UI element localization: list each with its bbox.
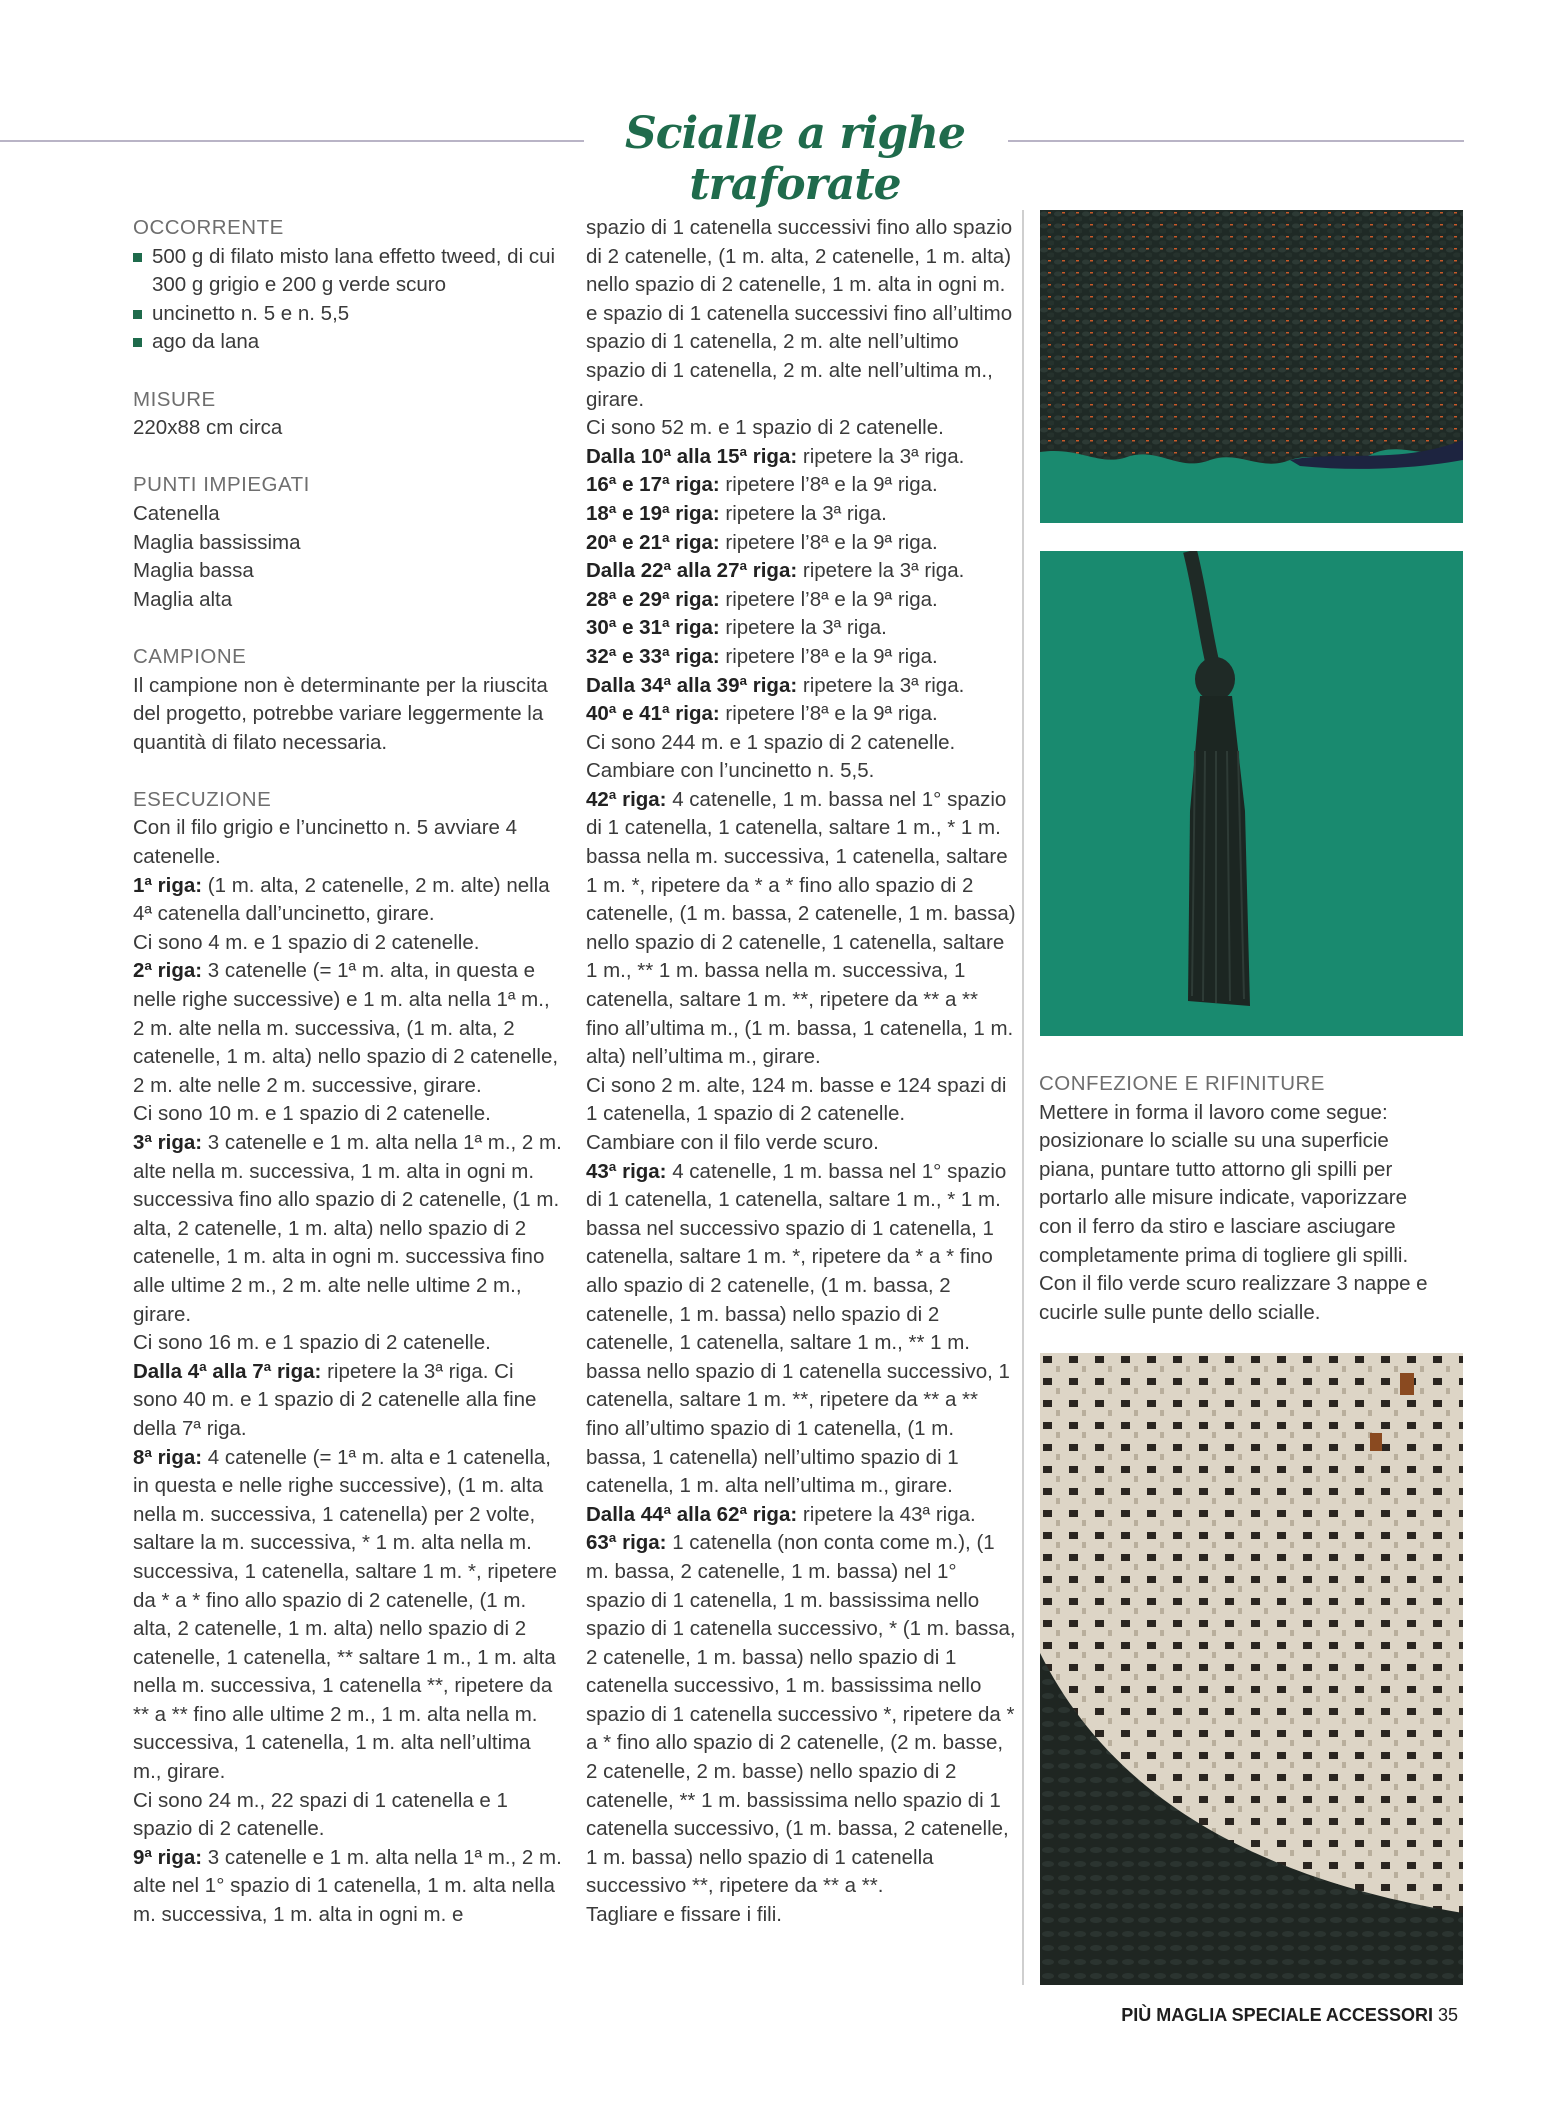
instruction-para: Dalla 10ª alla 15ª riga: ripetere la 3ª riga. [586,444,965,468]
photo-shawl-detail [1040,1353,1463,1985]
list-item: uncinetto n. 5 e n. 5,5 [133,300,563,329]
instruction-para: 42ª riga: 4 catenelle, 1 m. bassa nel 1° spazio di 1 catenella, 1 catenella, saltare 1 m., * 1 m. bassa nella m. successiva, 1 catenella, saltare 1 m. *, ripetere da * a * fino allo spazio di 2 catenelle, (1 m. bassa, 2 catenelle, 1 m. bassa) nello spazio di 2 catenelle, 1 catenella, saltare 1 m., ** 1 m. bassa nella m. successiva, 1 catenella, saltare 1 m. **, ripetere da ** a ** fino all’ultima m., (1 m. bassa, 1 catenella, 1 m. alta) nell’ultima m., girare. [586,787,1016,1069]
instruction-para: Dalla 4ª alla 7ª riga: ripetere la 3ª riga. Ci sono 40 m. e 1 spazio di 2 catenelle alla fine della 7ª riga. [133,1359,537,1440]
section-punti [133,471,563,614]
section-title: PUNTI IMPIEGATI [133,473,310,497]
title-rule-left [0,140,584,142]
section-text: Mettere in forma il lavoro come segue: posizionare lo scialle su una superficie piana, puntare tutto attorno gli spilli per portarlo alle misure indicate, vaporizzare con il ferro da stiro e lasciare asciugare completamente prima di togliere gli spilli. Con il filo verde scuro realizzare 3 nappe e cucirle sulle punte dello scialle. [1039,1100,1428,1324]
column-right [1039,1070,1439,1327]
instruction-para: Ci sono 52 m. e 1 spazio di 2 catenelle. [586,416,944,440]
instruction-para: 32ª e 33ª riga: ripetere l’8ª e la 9ª riga. [586,644,938,668]
section-title: CAMPIONE [133,644,247,668]
section-title: MISURE [133,387,216,411]
column-left [133,214,563,1930]
instruction-para: 8ª riga: 4 catenelle (= 1ª m. alta e 1 catenella, in questa e nelle righe successive), (1 m. alta nella m. successiva, 1 catenella) per 2 volte, saltare la m. successiva, * 1 m. alta nella m. successiva, 1 catenella, saltare 1 m. *, ripetere da * a * fino allo spazio di 2 catenelle, (1 m. alta, 2 catenelle, 1 m. alta) nello spazio di 2 catenelle, 1 catenella, ** saltare 1 m., 1 m. alta nella m. successiva, 1 catenella **, ripetere da ** a ** fino alle ultime 2 m., 1 m. alta nella m. successiva, 1 catenella, 1 m. alta nell’ultima m., girare. [133,1445,557,1784]
column-middle [586,214,1016,1930]
instruction-para: 30ª e 31ª riga: ripetere la 3ª riga. [586,616,887,640]
instruction-para: spazio di 1 catenella successivi fino allo spazio di 2 catenelle, (1 m. alta, 2 catenelle, 1 m. alta) nello spazio di 2 catenelle, 1 m. alta in ogni m. e spazio di 1 catenella successivi fino all’ultimo spazio di 1 catenella, 2 m. alte nell’ultimo spazio di 1 catenella, 2 m. alte nell’ultima m., girare. [586,216,1013,411]
section-campione [133,643,563,757]
instruction-para: 1ª riga: (1 m. alta, 2 catenelle, 2 m. alte) nella 4ª catenella dall’uncinetto, girare. [133,873,550,926]
bullet-square-icon [133,253,142,262]
bullet-square-icon [133,310,142,319]
list-item: Catenella [133,501,220,525]
instruction-para: Ci sono 244 m. e 1 spazio di 2 catenelle. [586,730,956,754]
section-title: CONFEZIONE E RIFINITURE [1039,1072,1325,1095]
section-text: Il campione non è determinante per la riuscita del progetto, potrebbe variare leggermente la quantità di filato necessaria. [133,673,548,754]
instruction-para: Ci sono 24 m., 22 spazi di 1 catenella e 1 spazio di 2 catenelle. [133,1788,508,1841]
knit-fabric-image [1040,210,1463,523]
instruction-para: Tagliare e fissare i fili. [586,1903,782,1927]
tassel-image [1040,551,1463,1036]
title-rule-right [1008,140,1464,142]
instruction-para: Cambiare con l’uncinetto n. 5,5. [586,759,875,783]
instruction-para: Dalla 34ª alla 39ª riga: ripetere la 3ª riga. [586,673,965,697]
instruction-para: 18ª e 19ª riga: ripetere la 3ª riga. [586,501,887,525]
section-title: OCCORRENTE [133,216,284,239]
crochet-fabric-image [1040,1353,1463,1985]
bullet-square-icon [133,338,142,347]
column-divider [1022,210,1024,1985]
instruction-para: 63ª riga: 1 catenella (non conta come m.), (1 m. bassa, 2 catenelle, 1 m. bassa) nel 1° spazio di 1 catenella, 1 m. bassissima nello spazio di 1 catenella successivo, * (1 m. bassa, 2 catenelle, 1 m. bassa) nello spazio di 1 catenella successivo, 1 m. bassissima nello spazio di 1 catenella successivo *, ripetere da * a * fino allo spazio di 2 catenelle, (2 m. basse, 2 catenelle, 2 m. basse) nello spazio di 2 catenelle, ** 1 m. bassissima nello spazio di 1 catenella successivo, (1 m. bassa, 2 catenelle, 1 m. bassa) nello spazio di 1 catenella successivo **, ripetere da ** a **. [586,1531,1016,1898]
instruction-para: 2ª riga: 3 catenelle (= 1ª m. alta, in questa e nelle righe successive) e 1 m. alta nella 1ª m., 2 m. alte nella m. successiva, (1 m. alta, 2 catenelle, 1 m. alta) nello spazio di 2 catenelle, 2 m. alte nelle 2 m. successive, girare. [133,959,559,1097]
photo-tassel [1040,551,1463,1036]
section-misure [133,386,563,443]
instruction-para: Ci sono 16 m. e 1 spazio di 2 catenelle. [133,1331,491,1355]
section-esecuzione [133,786,563,1930]
page-footer [1121,2005,1458,2026]
instruction-para: Dalla 22ª alla 27ª riga: ripetere la 3ª riga. [586,559,965,583]
photo-shawl-edge [1040,210,1463,523]
instruction-para: Ci sono 4 m. e 1 spazio di 2 catenelle. [133,930,480,954]
instruction-para: 43ª riga: 4 catenelle, 1 m. bassa nel 1° spazio di 1 catenella, 1 catenella, saltare 1 m., * 1 m. bassa nel successivo spazio di 1 catenella, 1 catenella, saltare 1 m. *, ripetere da * a * fino allo spazio di 2 catenelle, (1 m. bassa, 2 catenelle, 1 m. bassa) nello spazio di 2 catenelle, 1 catenella, saltare 1 m., ** 1 m. bassa nello spazio di 1 catenella successivo, 1 catenella, saltare 1 m. **, ripetere da ** a ** fino all’ultimo spazio di 1 catenella, (1 m. bassa, 1 catenella) nell’ultimo spazio di 1 catenella, 1 m. alta nell’ultima m., girare. [586,1159,1010,1498]
list-item: ago da lana [133,328,563,357]
instruction-para: Ci sono 10 m. e 1 spazio di 2 catenelle. [133,1102,491,1126]
instruction-para: Ci sono 2 m. alte, 124 m. basse e 124 spazi di 1 catenella, 1 spazio di 2 catenelle. [586,1073,1007,1126]
instruction-para: 16ª e 17ª riga: ripetere l’8ª e la 9ª riga. [586,473,938,497]
instruction-para: Dalla 44ª alla 62ª riga: ripetere la 43ª riga. [586,1502,976,1526]
section-title: ESECUZIONE [133,787,272,811]
magazine-name: PIÙ MAGLIA SPECIALE ACCESSORI [1121,2005,1433,2025]
instruction-para: 28ª e 29ª riga: ripetere l’8ª e la 9ª riga. [586,587,938,611]
list-item: Maglia bassissima [133,530,301,554]
page-title: Scialle a righe traforate [624,108,965,210]
section-occorrente [133,214,563,357]
instruction-para: Cambiare con il filo verde scuro. [586,1131,879,1154]
list-item: Maglia alta [133,587,233,611]
list-item: 500 g di filato misto lana effetto tweed, di cui 300 g grigio e 200 g verde scuro [133,243,563,300]
instruction-para: 20ª e 21ª riga: ripetere l’8ª e la 9ª riga. [586,530,938,554]
instruction-para: 40ª e 41ª riga: ripetere l’8ª e la 9ª riga. [586,702,938,726]
section-text: 220x88 cm circa [133,416,283,440]
instruction-para: Con il filo grigio e l’uncinetto n. 5 avviare 4 catenelle. [133,816,518,869]
page-number: 35 [1437,2005,1458,2025]
list-item: Maglia bassa [133,559,254,583]
instruction-para: 9ª riga: 3 catenelle e 1 m. alta nella 1ª m., 2 m. alte nel 1° spazio di 1 catenella, 1 m. alta nella m. successiva, 1 m. alta in ogni m. e [133,1845,562,1927]
instruction-para: 3ª riga: 3 catenelle e 1 m. alta nella 1ª m., 2 m. alte nella m. successiva, 1 m. alta in ogni m. successiva fino allo spazio di 2 catenelle, (1 m. alta, 2 catenelle, 1 m. alta) nello spazio di 2 catenelle, 1 m. alta in ogni m. successiva fino alle ultime 2 m., 2 m. alte nelle ultime 2 m., girare. [133,1131,562,1326]
